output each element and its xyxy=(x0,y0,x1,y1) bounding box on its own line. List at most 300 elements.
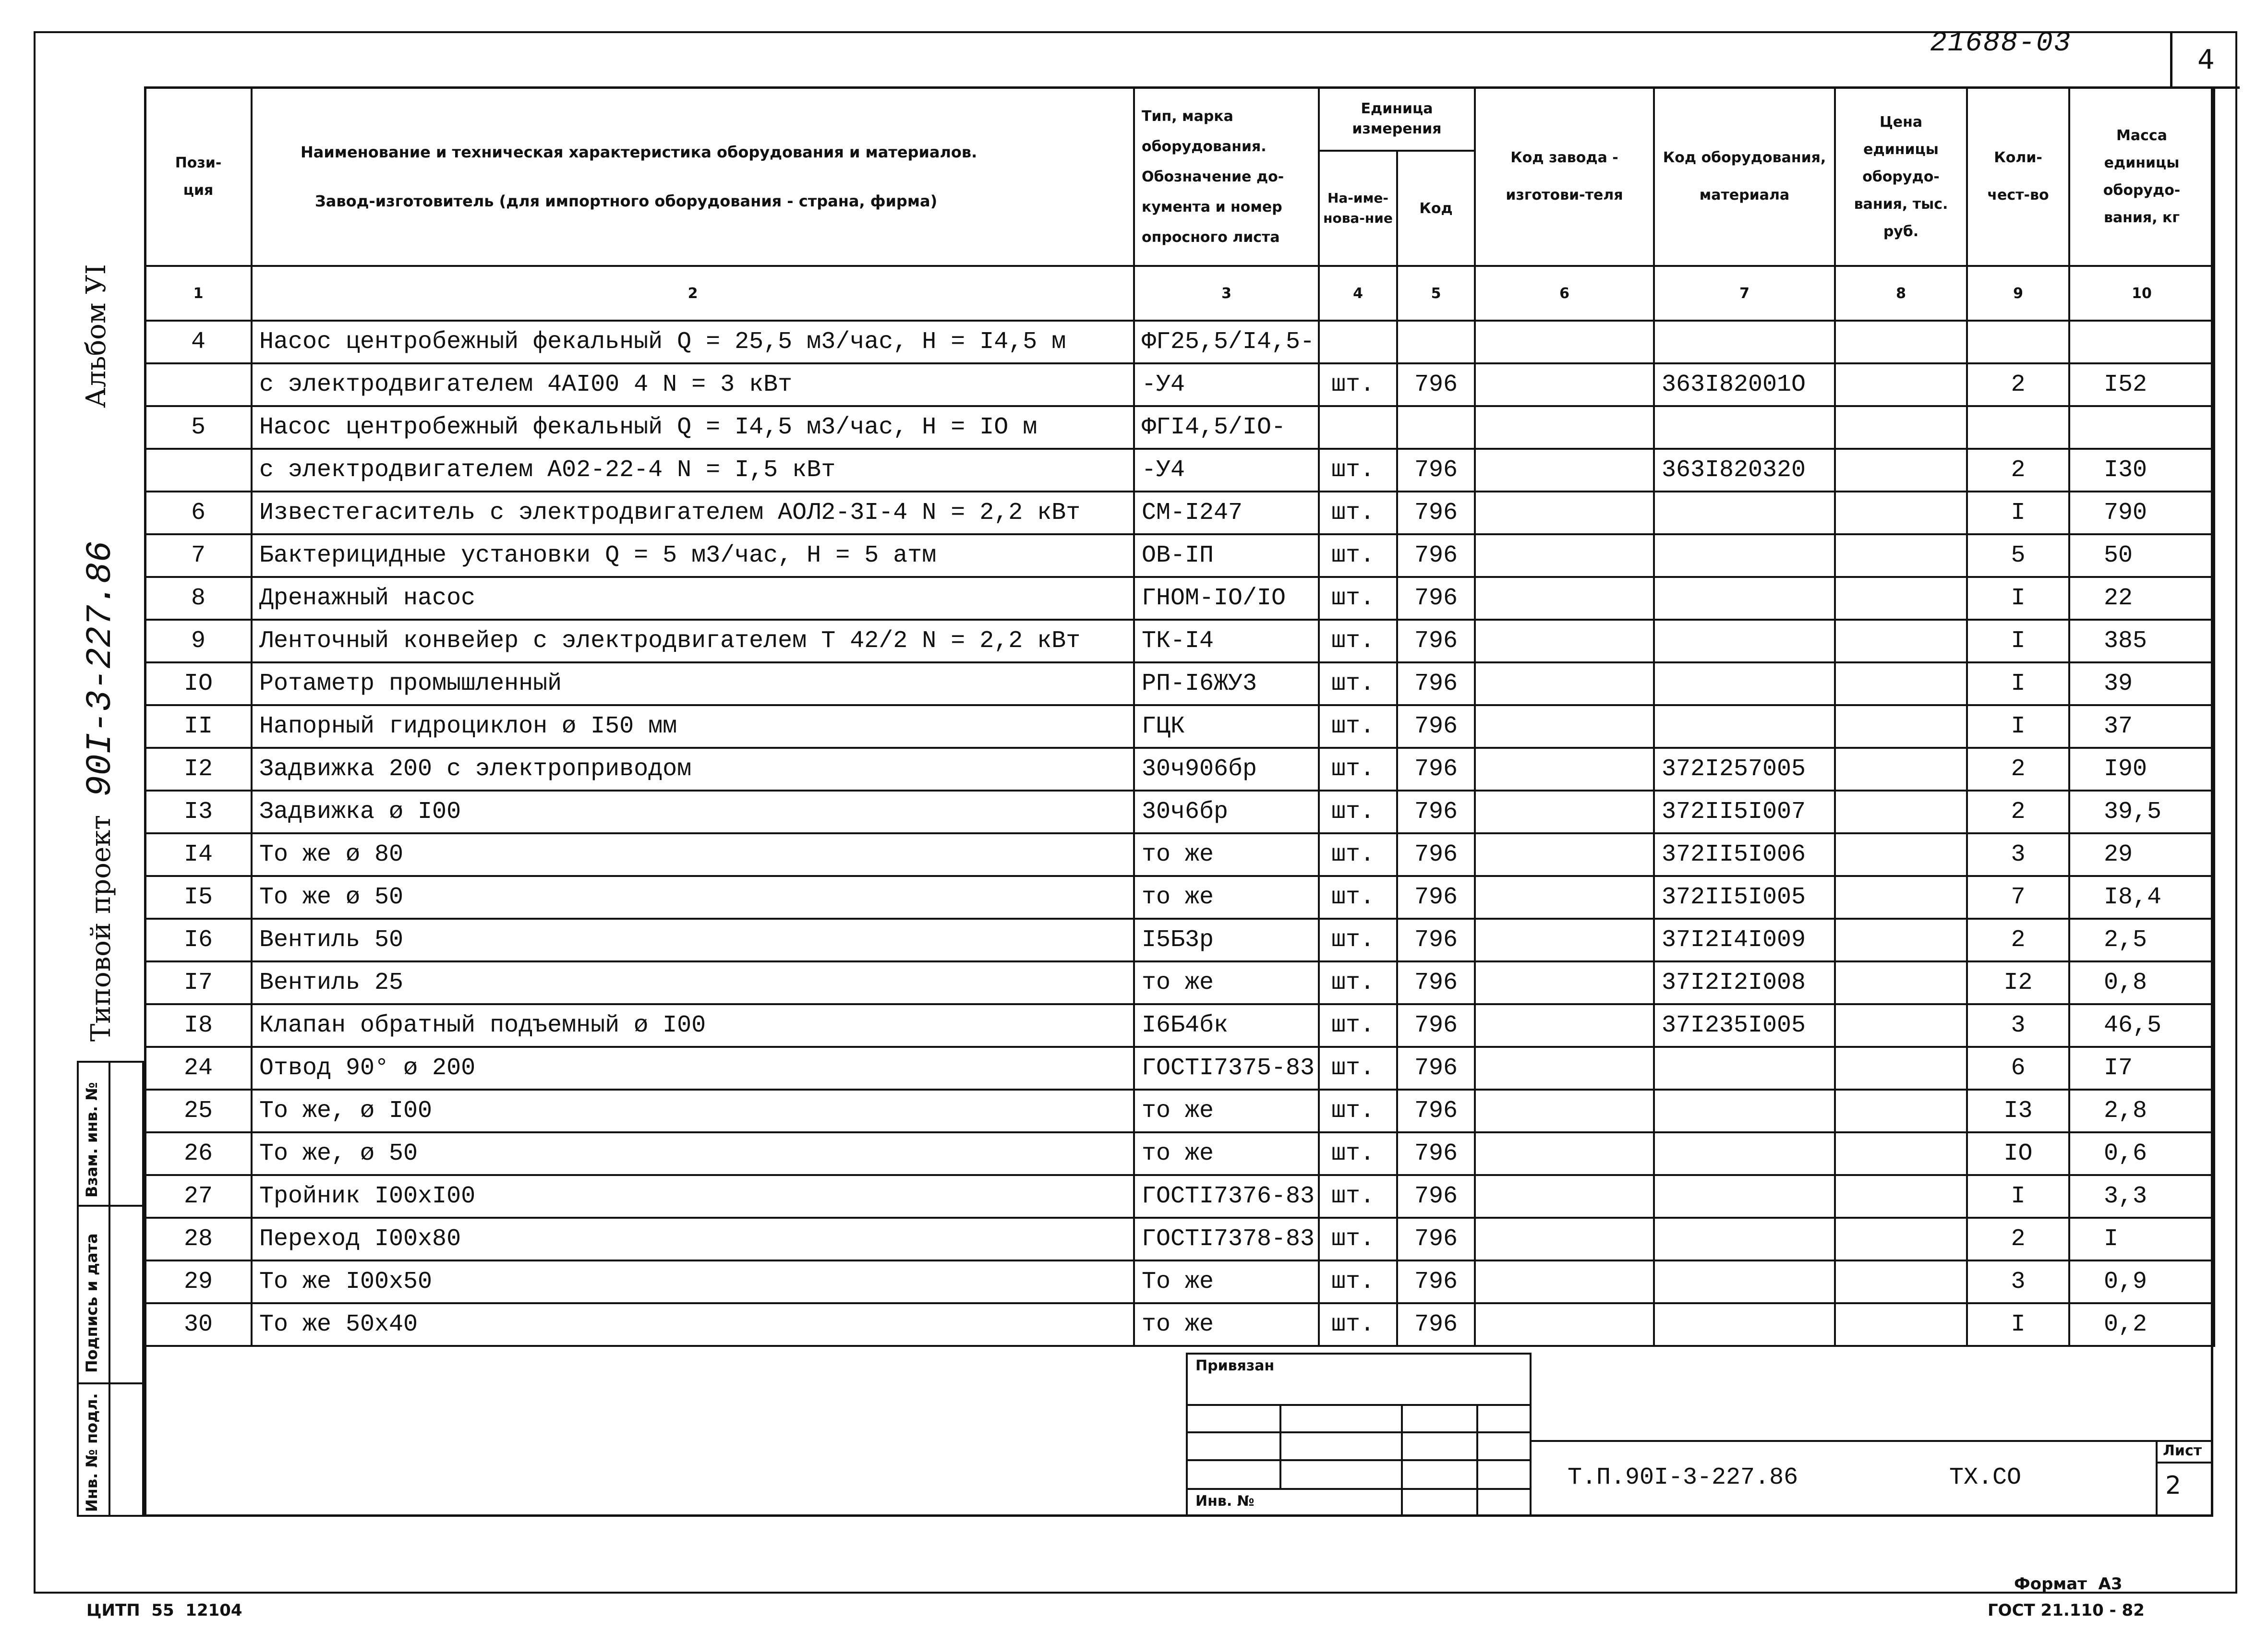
cell-type: I5Б3р xyxy=(1134,919,1319,961)
cell-qty: 2 xyxy=(1967,919,2069,961)
project-caption xyxy=(81,541,121,1042)
table-row xyxy=(145,961,2214,1004)
table-row xyxy=(145,1175,2214,1218)
table-row xyxy=(145,321,2214,363)
cell-mass: I8,4 xyxy=(2069,876,2214,919)
footer-gost: ГОСТ 21.110 - 82 xyxy=(1988,1601,2145,1620)
cell-plant xyxy=(1475,961,1654,1004)
cell-mass: 3,3 xyxy=(2069,1175,2214,1218)
cell-mass: 39 xyxy=(2069,662,2214,705)
cell-pos: 30 xyxy=(145,1303,252,1346)
cell-eqcode: 37I2I2I008 xyxy=(1654,961,1835,1004)
title-block-frame-line xyxy=(1532,1440,2213,1442)
cell-type: СМ-I247 xyxy=(1134,492,1319,534)
cell-pos: I2 xyxy=(145,748,252,791)
cell-plant xyxy=(1475,1090,1654,1132)
designation: Т.П.90I-3-227.86 xyxy=(1568,1464,1798,1491)
cell-name: То же ø 80 xyxy=(252,833,1134,876)
cell-type: то же xyxy=(1134,961,1319,1004)
cell-eqcode xyxy=(1654,1175,1835,1218)
cell-price xyxy=(1835,833,1967,876)
cell-eqcode xyxy=(1654,492,1835,534)
table-row xyxy=(145,1303,2214,1346)
cell-name: Ленточный конвейер с электродвигателем Т 42/2 N = 2,2 кВт xyxy=(252,620,1134,662)
cell-unit: шт. xyxy=(1319,1175,1397,1218)
cell-plant xyxy=(1475,1218,1654,1260)
column-number-row xyxy=(145,266,2214,321)
bound-label: Привязан xyxy=(1195,1357,1275,1374)
cell-code xyxy=(1397,406,1475,449)
header-name xyxy=(252,87,1134,266)
cell-qty: IO xyxy=(1967,1132,2069,1175)
header-unit: Единица измерения xyxy=(1319,87,1475,151)
sheet-box-divider xyxy=(2156,1440,2158,1517)
cell-price xyxy=(1835,1303,1967,1346)
cell-eqcode xyxy=(1654,1132,1835,1175)
cell-pos: I3 xyxy=(145,791,252,833)
cell-plant xyxy=(1475,748,1654,791)
cell-name: То же, ø I00 xyxy=(252,1090,1134,1132)
bound-stamp-divider xyxy=(1476,1404,1478,1517)
table-row xyxy=(145,876,2214,919)
cell-mass: 29 xyxy=(2069,833,2214,876)
cell-price xyxy=(1835,961,1967,1004)
header-mass: Масса единицы оборудо-вания, кг xyxy=(2069,87,2214,266)
cell-mass: 0,8 xyxy=(2069,961,2214,1004)
cell-mass: 39,5 xyxy=(2069,791,2214,833)
cell-plant xyxy=(1475,449,1654,492)
cell-type: ГОСТI7375-83 xyxy=(1134,1047,1319,1090)
cell-unit: шт. xyxy=(1319,791,1397,833)
cell-mass: I52 xyxy=(2069,363,2214,406)
cell-eqcode xyxy=(1654,1090,1835,1132)
cell-code: 796 xyxy=(1397,833,1475,876)
cell-price xyxy=(1835,705,1967,748)
cell-eqcode: 363I82001O xyxy=(1654,363,1835,406)
cell-price xyxy=(1835,1260,1967,1303)
cell-type: I6Б4бк xyxy=(1134,1004,1319,1047)
cell-price xyxy=(1835,1090,1967,1132)
cell-code: 796 xyxy=(1397,1218,1475,1260)
cell-code xyxy=(1397,321,1475,363)
sheet-label: Лист xyxy=(2163,1442,2202,1459)
page-number-box xyxy=(2170,33,2240,89)
cell-price xyxy=(1835,620,1967,662)
cell-name: Переход I00x80 xyxy=(252,1218,1134,1260)
side-stamp-divider xyxy=(109,1061,110,1517)
header-equipment-code: Код оборудования, материала xyxy=(1654,87,1835,266)
header-name-line2: Завод-изготовитель (для импортного оборудования - страна, фирма) xyxy=(315,192,938,210)
cell-qty: 2 xyxy=(1967,363,2069,406)
table-row xyxy=(145,1260,2214,1303)
cell-mass: 2,5 xyxy=(2069,919,2214,961)
cell-name: Дренажный насос xyxy=(252,577,1134,620)
column-number: 2 xyxy=(252,266,1134,321)
column-number: 5 xyxy=(1397,266,1475,321)
cell-plant xyxy=(1475,1132,1654,1175)
table-row xyxy=(145,534,2214,577)
cell-qty: I xyxy=(1967,662,2069,705)
cell-eqcode xyxy=(1654,577,1835,620)
cell-qty: I2 xyxy=(1967,961,2069,1004)
sheet-box-line xyxy=(2156,1462,2213,1464)
cell-qty: 2 xyxy=(1967,748,2069,791)
cell-unit xyxy=(1319,406,1397,449)
cell-name: Известегаситель с электродвигателем АОЛ2-3I-4 N = 2,2 кВт xyxy=(252,492,1134,534)
cell-unit: шт. xyxy=(1319,620,1397,662)
cell-eqcode: 372II5I006 xyxy=(1654,833,1835,876)
cell-plant xyxy=(1475,577,1654,620)
side-stamp-label: Инв. № подл. xyxy=(83,1393,101,1512)
cell-pos: II xyxy=(145,705,252,748)
cell-code: 796 xyxy=(1397,1260,1475,1303)
header-plant-code: Код завода - изготови-теля xyxy=(1475,87,1654,266)
table-row xyxy=(145,748,2214,791)
cell-qty: I xyxy=(1967,1175,2069,1218)
side-stamp-row-line xyxy=(77,1205,144,1207)
table-row xyxy=(145,791,2214,833)
cell-pos: 7 xyxy=(145,534,252,577)
cell-type: то же xyxy=(1134,1090,1319,1132)
cell-eqcode xyxy=(1654,620,1835,662)
cell-mass: 37 xyxy=(2069,705,2214,748)
cell-pos: 25 xyxy=(145,1090,252,1132)
cell-name: То же I00x50 xyxy=(252,1260,1134,1303)
cell-pos: I5 xyxy=(145,876,252,919)
cell-plant xyxy=(1475,321,1654,363)
cell-name: с электродвигателем 4AI00 4 N = 3 кВт xyxy=(252,363,1134,406)
table-row xyxy=(145,620,2214,662)
cell-eqcode xyxy=(1654,662,1835,705)
cell-plant xyxy=(1475,534,1654,577)
cell-price xyxy=(1835,321,1967,363)
cell-price xyxy=(1835,492,1967,534)
cell-mass: I xyxy=(2069,1218,2214,1260)
cell-eqcode xyxy=(1654,1218,1835,1260)
table-row xyxy=(145,833,2214,876)
cell-unit: шт. xyxy=(1319,705,1397,748)
cell-name: То же 50x40 xyxy=(252,1303,1134,1346)
header-quantity: Коли-чест-во xyxy=(1967,87,2069,266)
cell-code: 796 xyxy=(1397,449,1475,492)
cell-code: 796 xyxy=(1397,1132,1475,1175)
cell-type: ГОСТI7376-83 xyxy=(1134,1175,1319,1218)
cell-eqcode: 37I2I4I009 xyxy=(1654,919,1835,961)
cell-mass: I90 xyxy=(2069,748,2214,791)
cell-unit: шт. xyxy=(1319,1303,1397,1346)
cell-plant xyxy=(1475,919,1654,961)
cell-unit: шт. xyxy=(1319,919,1397,961)
table-row xyxy=(145,662,2214,705)
cell-code: 796 xyxy=(1397,705,1475,748)
cell-plant xyxy=(1475,876,1654,919)
cell-type: то же xyxy=(1134,1132,1319,1175)
cell-type: ФГ25,5/I4,5- xyxy=(1134,321,1319,363)
cell-type: То же xyxy=(1134,1260,1319,1303)
cell-unit: шт. xyxy=(1319,1004,1397,1047)
cell-unit: шт. xyxy=(1319,662,1397,705)
table-row xyxy=(145,919,2214,961)
cell-unit: шт. xyxy=(1319,1047,1397,1090)
cell-code: 796 xyxy=(1397,1004,1475,1047)
cell-qty: 3 xyxy=(1967,1260,2069,1303)
cell-mass: 790 xyxy=(2069,492,2214,534)
bound-stamp-line xyxy=(1186,1404,1532,1406)
cell-code: 796 xyxy=(1397,1303,1475,1346)
cell-mass: 46,5 xyxy=(2069,1004,2214,1047)
doc-code: ТХ.СО xyxy=(1949,1464,2022,1491)
cell-mass: 0,9 xyxy=(2069,1260,2214,1303)
header-unit-name: На-име-нова-ние xyxy=(1319,151,1397,266)
cell-mass: 2,8 xyxy=(2069,1090,2214,1132)
cell-code: 796 xyxy=(1397,876,1475,919)
column-number: 4 xyxy=(1319,266,1397,321)
cell-qty: I xyxy=(1967,1303,2069,1346)
column-number: 6 xyxy=(1475,266,1654,321)
cell-qty xyxy=(1967,321,2069,363)
table-row xyxy=(145,449,2214,492)
cell-price xyxy=(1835,791,1967,833)
cell-qty: I xyxy=(1967,705,2069,748)
cell-unit: шт. xyxy=(1319,1090,1397,1132)
cell-pos: 27 xyxy=(145,1175,252,1218)
bound-stamp-line xyxy=(1186,1431,1532,1433)
cell-code: 796 xyxy=(1397,1175,1475,1218)
header-unit-code: Код xyxy=(1397,151,1475,266)
cell-code: 796 xyxy=(1397,961,1475,1004)
cell-price xyxy=(1835,1004,1967,1047)
cell-qty xyxy=(1967,406,2069,449)
cell-code: 796 xyxy=(1397,919,1475,961)
cell-code: 796 xyxy=(1397,1090,1475,1132)
table-row xyxy=(145,1218,2214,1260)
cell-plant xyxy=(1475,406,1654,449)
table-row xyxy=(145,1090,2214,1132)
table-row xyxy=(145,406,2214,449)
cell-name: Ротаметр промышленный xyxy=(252,662,1134,705)
cell-price xyxy=(1835,1175,1967,1218)
cell-mass: 50 xyxy=(2069,534,2214,577)
cell-eqcode xyxy=(1654,406,1835,449)
cell-qty: 3 xyxy=(1967,833,2069,876)
cell-qty: 6 xyxy=(1967,1047,2069,1090)
cell-pos: 8 xyxy=(145,577,252,620)
cell-eqcode xyxy=(1654,1260,1835,1303)
bound-stamp-line xyxy=(1186,1459,1532,1461)
cell-unit: шт. xyxy=(1319,577,1397,620)
cell-code: 796 xyxy=(1397,791,1475,833)
cell-code: 796 xyxy=(1397,748,1475,791)
side-stamp-label: Подпись и дата xyxy=(83,1233,101,1373)
cell-plant xyxy=(1475,662,1654,705)
cell-qty: 5 xyxy=(1967,534,2069,577)
cell-qty: I xyxy=(1967,620,2069,662)
cell-name: Насос центробежный фекальный Q = I4,5 м3/час, H = IO м xyxy=(252,406,1134,449)
column-number: 1 xyxy=(145,266,252,321)
cell-type: -У4 xyxy=(1134,363,1319,406)
cell-qty: 3 xyxy=(1967,1004,2069,1047)
cell-pos: 5 xyxy=(145,406,252,449)
cell-name: Вентиль 25 xyxy=(252,961,1134,1004)
cell-name: Насос центробежный фекальный Q = 25,5 м3/час, H = I4,5 м xyxy=(252,321,1134,363)
cell-pos: 26 xyxy=(145,1132,252,1175)
cell-price xyxy=(1835,1132,1967,1175)
cell-pos: 28 xyxy=(145,1218,252,1260)
side-stamp-row-line xyxy=(77,1382,144,1384)
cell-unit: шт. xyxy=(1319,961,1397,1004)
cell-unit: шт. xyxy=(1319,363,1397,406)
cell-unit: шт. xyxy=(1319,1218,1397,1260)
cell-price xyxy=(1835,449,1967,492)
cell-eqcode xyxy=(1654,1047,1835,1090)
cell-pos: I8 xyxy=(145,1004,252,1047)
cell-name: То же ø 50 xyxy=(252,876,1134,919)
cell-plant xyxy=(1475,620,1654,662)
cell-mass: 22 xyxy=(2069,577,2214,620)
cell-type: 30ч6бр xyxy=(1134,791,1319,833)
page-number: 4 xyxy=(2197,44,2215,75)
cell-unit: шт. xyxy=(1319,534,1397,577)
cell-mass: 385 xyxy=(2069,620,2214,662)
cell-name: То же, ø 50 xyxy=(252,1132,1134,1175)
inv-label: Инв. № xyxy=(1195,1493,1255,1510)
cell-price xyxy=(1835,662,1967,705)
cell-price xyxy=(1835,919,1967,961)
cell-qty: 7 xyxy=(1967,876,2069,919)
cell-code: 796 xyxy=(1397,492,1475,534)
cell-mass: I7 xyxy=(2069,1047,2214,1090)
cell-pos: 9 xyxy=(145,620,252,662)
cell-type: ГНОМ-IO/IO xyxy=(1134,577,1319,620)
cell-price xyxy=(1835,876,1967,919)
cell-unit: шт. xyxy=(1319,1132,1397,1175)
doc-number: 21688-03 xyxy=(1930,28,2072,59)
bound-stamp xyxy=(1186,1353,1532,1517)
cell-pos: I4 xyxy=(145,833,252,876)
table-row xyxy=(145,1047,2214,1090)
cell-price xyxy=(1835,363,1967,406)
cell-name: Бактерицидные установки Q = 5 м3/час, H = 5 атм xyxy=(252,534,1134,577)
cell-pos: I7 xyxy=(145,961,252,1004)
cell-unit: шт. xyxy=(1319,449,1397,492)
cell-name: Отвод 90° ø 200 xyxy=(252,1047,1134,1090)
cell-plant xyxy=(1475,833,1654,876)
cell-plant xyxy=(1475,1260,1654,1303)
cell-plant xyxy=(1475,1047,1654,1090)
cell-type: ОВ-IП xyxy=(1134,534,1319,577)
cell-unit: шт. xyxy=(1319,876,1397,919)
footer-format: Формат А3 xyxy=(2014,1574,2123,1594)
table-row xyxy=(145,1004,2214,1047)
cell-name: Тройник I00xI00 xyxy=(252,1175,1134,1218)
cell-eqcode: 363I820320 xyxy=(1654,449,1835,492)
cell-qty: I xyxy=(1967,492,2069,534)
cell-plant xyxy=(1475,363,1654,406)
cell-pos: 24 xyxy=(145,1047,252,1090)
cell-unit: шт. xyxy=(1319,1260,1397,1303)
cell-name: с электродвигателем A02-22-4 N = I,5 кВт xyxy=(252,449,1134,492)
column-number: 3 xyxy=(1134,266,1319,321)
table-row xyxy=(145,705,2214,748)
cell-plant xyxy=(1475,1175,1654,1218)
cell-name: Задвижка ø I00 xyxy=(252,791,1134,833)
cell-qty: 2 xyxy=(1967,791,2069,833)
cell-pos xyxy=(145,449,252,492)
cell-mass: 0,2 xyxy=(2069,1303,2214,1346)
bound-stamp-divider xyxy=(1401,1404,1403,1517)
cell-type: ТК-I4 xyxy=(1134,620,1319,662)
cell-type: РП-I6ЖУ3 xyxy=(1134,662,1319,705)
header-price: Цена единицы оборудо-вания, тыс. руб. xyxy=(1835,87,1967,266)
cell-pos: IO xyxy=(145,662,252,705)
cell-qty: 2 xyxy=(1967,449,2069,492)
cell-pos xyxy=(145,363,252,406)
cell-eqcode: 37I235I005 xyxy=(1654,1004,1835,1047)
cell-qty: 2 xyxy=(1967,1218,2069,1260)
cell-name: Задвижка 200 с электроприводом xyxy=(252,748,1134,791)
header-position: Пози- ция xyxy=(145,87,252,266)
cell-eqcode: 372II5I007 xyxy=(1654,791,1835,833)
cell-type: -У4 xyxy=(1134,449,1319,492)
cell-price xyxy=(1835,748,1967,791)
album-caption: Альбом УI xyxy=(81,264,112,408)
cell-eqcode: 372II5I005 xyxy=(1654,876,1835,919)
cell-pos: I6 xyxy=(145,919,252,961)
header-type: Тип, марка оборудования. Обозначение до-кумента и номер опросного листа xyxy=(1134,87,1319,266)
cell-price xyxy=(1835,1047,1967,1090)
cell-eqcode xyxy=(1654,534,1835,577)
cell-eqcode xyxy=(1654,705,1835,748)
table-row xyxy=(145,363,2214,406)
cell-price xyxy=(1835,534,1967,577)
cell-qty: I xyxy=(1967,577,2069,620)
project-number: 90I-3-227.86 xyxy=(81,541,121,797)
column-number: 10 xyxy=(2069,266,2214,321)
cell-code: 796 xyxy=(1397,534,1475,577)
cell-eqcode xyxy=(1654,321,1835,363)
cell-unit: шт. xyxy=(1319,748,1397,791)
cell-mass xyxy=(2069,321,2214,363)
cell-mass: I30 xyxy=(2069,449,2214,492)
cell-type: ФГI4,5/IO- xyxy=(1134,406,1319,449)
cell-eqcode xyxy=(1654,1303,1835,1346)
header-name-line1: Наименование и техническая характеристика оборудования и материалов. xyxy=(301,143,977,161)
cell-type: то же xyxy=(1134,1303,1319,1346)
column-number: 8 xyxy=(1835,266,1967,321)
bound-stamp-divider xyxy=(1279,1404,1281,1488)
specification-table xyxy=(144,86,2215,1347)
cell-mass xyxy=(2069,406,2214,449)
cell-unit: шт. xyxy=(1319,833,1397,876)
cell-pos: 6 xyxy=(145,492,252,534)
cell-price xyxy=(1835,1218,1967,1260)
cell-type: 30ч906бр xyxy=(1134,748,1319,791)
cell-code: 796 xyxy=(1397,1047,1475,1090)
cell-plant xyxy=(1475,492,1654,534)
cell-code: 796 xyxy=(1397,577,1475,620)
cell-plant xyxy=(1475,705,1654,748)
column-number: 9 xyxy=(1967,266,2069,321)
cell-eqcode: 372I257005 xyxy=(1654,748,1835,791)
cell-qty: I3 xyxy=(1967,1090,2069,1132)
cell-type: то же xyxy=(1134,833,1319,876)
project-prefix: Типовой проект xyxy=(85,815,117,1042)
table-row xyxy=(145,577,2214,620)
cell-name: Клапан обратный подъемный ø I00 xyxy=(252,1004,1134,1047)
sheet-value: 2 xyxy=(2165,1471,2182,1500)
cell-unit: шт. xyxy=(1319,492,1397,534)
cell-type: ГОСТI7378-83 xyxy=(1134,1218,1319,1260)
